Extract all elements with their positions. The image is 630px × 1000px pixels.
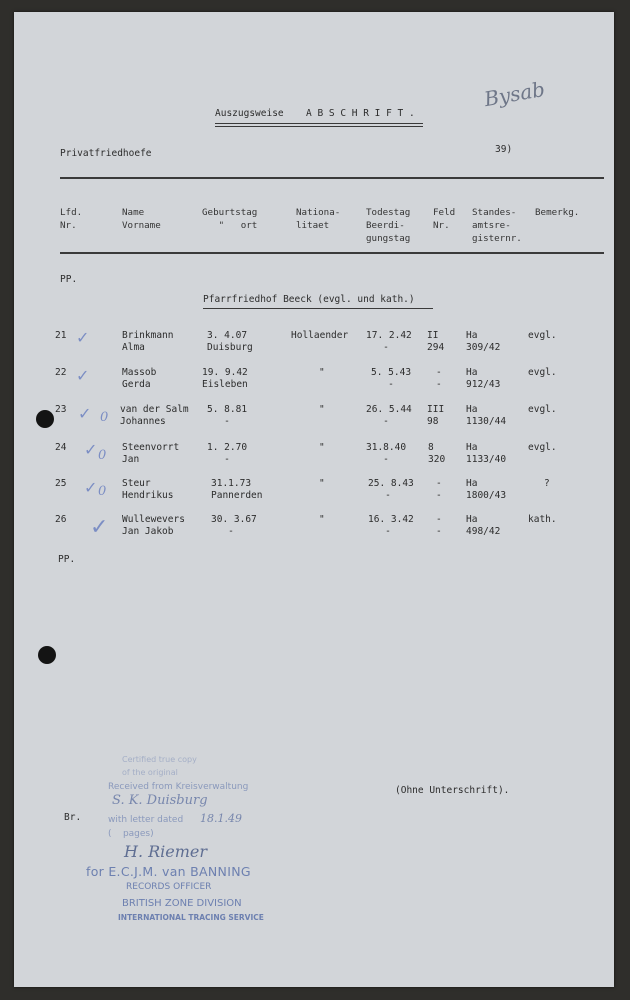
row-birth: 30. 3.67 -	[211, 514, 257, 537]
table-header-rule	[60, 252, 604, 254]
row-birth: 19. 9.42 Eisleben	[202, 367, 248, 390]
row-remark: evgl.	[528, 404, 557, 415]
row-death: 26. 5.44 -	[366, 404, 412, 427]
column-header: Name Vorname	[122, 207, 161, 231]
signature-note: (Ohne Unterschrift).	[395, 785, 510, 796]
punch-hole	[36, 410, 54, 428]
stamp-officer: for E.C.J.M. van BANNING	[86, 864, 251, 879]
stamp-service: INTERNATIONAL TRACING SERVICE	[118, 913, 264, 922]
column-header: Lfd. Nr.	[60, 207, 83, 231]
column-header: Bemerkg.	[535, 207, 580, 218]
column-header: Nationa- litaet	[296, 207, 341, 231]
row-number: 25	[55, 478, 67, 489]
row-name: Steenvorrt Jan	[122, 442, 180, 465]
row-name: Steur Hendrikus	[122, 478, 174, 501]
signature-label: Br.	[64, 812, 82, 823]
row-nationality: Hollaender	[291, 330, 349, 341]
row-field: - -	[436, 478, 442, 501]
column-header: Geburtstag " ort	[202, 207, 258, 231]
row-nationality: "	[319, 478, 325, 489]
check-mark: ✓	[84, 478, 98, 497]
section-title: Privatfriedhoefe	[60, 148, 152, 159]
row-death: 25. 8.43 -	[368, 478, 414, 501]
check-mark: ✓	[84, 440, 98, 459]
page-number: 39)	[495, 144, 513, 155]
title-main: A B S C H R I F T .	[306, 108, 415, 119]
document-page	[14, 12, 614, 987]
zero-mark: 0	[98, 484, 107, 499]
stamp-line: Certified true copy	[122, 755, 197, 764]
cemetery-title: Pfarrfriedhof Beeck (evgl. und kath.)	[203, 294, 415, 305]
row-nationality: "	[319, 514, 325, 525]
row-death: 31.8.40 -	[366, 442, 407, 465]
row-remark: evgl.	[528, 442, 557, 453]
row-birth: 3. 4.07 Duisburg	[207, 330, 253, 353]
stamp-handwritten-city: S. K. Duisburg	[112, 793, 208, 808]
row-remark: evgl.	[528, 330, 557, 341]
stamp-handwritten-signature: H. Riemer	[124, 842, 208, 861]
pp-marker: PP.	[58, 554, 76, 565]
column-header: Todestag Beerdi- gungstag	[366, 207, 411, 244]
row-field: II 294	[427, 330, 445, 353]
row-death: 5. 5.43 -	[371, 367, 412, 390]
row-registry: Ha 1133/40	[466, 442, 507, 465]
check-mark: ✓	[78, 404, 92, 423]
row-number: 24	[55, 442, 67, 453]
check-mark: ✓	[76, 328, 90, 347]
stamp-division: BRITISH ZONE DIVISION	[122, 898, 242, 909]
row-birth: 31.1.73 Pannerden	[211, 478, 263, 501]
row-field: 8 320	[428, 442, 446, 465]
cemetery-underline	[203, 308, 433, 309]
row-nationality: "	[319, 442, 325, 453]
row-death: 17. 2.42 -	[366, 330, 412, 353]
row-nationality: "	[319, 404, 325, 415]
row-registry: Ha 498/42	[466, 514, 501, 537]
row-field: III 98	[427, 404, 445, 427]
title-underline	[215, 126, 423, 127]
check-mark: ✓	[76, 366, 90, 385]
stamp-handwritten-date: 18.1.49	[200, 812, 242, 825]
row-registry: Ha 1130/44	[466, 404, 507, 427]
stamp-line: Received from Kreisverwaltung	[108, 782, 249, 792]
row-nationality: "	[319, 367, 325, 378]
table-top-rule	[60, 177, 604, 179]
zero-mark: 0	[100, 410, 109, 425]
row-field: - -	[436, 514, 442, 537]
punch-hole	[38, 646, 56, 664]
zero-mark: 0	[98, 448, 107, 463]
row-number: 26	[55, 514, 67, 525]
row-name: Wullewevers Jan Jakob	[122, 514, 185, 537]
row-birth: 1. 2.70 -	[207, 442, 248, 465]
row-registry: Ha 912/43	[466, 367, 501, 390]
check-mark: ✓	[90, 515, 109, 540]
row-number: 21	[55, 330, 67, 341]
title-underline	[215, 123, 423, 124]
row-name: Massob Gerda	[122, 367, 157, 390]
row-registry: Ha 309/42	[466, 330, 501, 353]
row-number: 23	[55, 404, 67, 415]
row-name: van der Salm Johannes	[120, 404, 189, 427]
row-death: 16. 3.42 -	[368, 514, 414, 537]
row-remark: kath.	[528, 514, 557, 525]
pp-marker: PP.	[60, 274, 78, 285]
title-prefix: Auszugsweise	[215, 108, 284, 119]
stamp-line: with letter dated	[108, 815, 184, 825]
row-registry: Ha 1800/43	[466, 478, 507, 501]
stamp-title: RECORDS OFFICER	[126, 882, 212, 892]
row-field: - -	[436, 367, 442, 390]
column-header: Standes- amtsre- gisternr.	[472, 207, 522, 244]
column-header: Feld Nr.	[433, 207, 456, 231]
row-name: Brinkmann Alma	[122, 330, 174, 353]
row-number: 22	[55, 367, 67, 378]
stamp-line: ( pages)	[108, 829, 154, 839]
handwritten-note: Bysab	[482, 76, 547, 112]
row-birth: 5. 8.81 -	[207, 404, 248, 427]
stamp-line: of the original	[122, 768, 178, 777]
row-remark: evgl.	[528, 367, 557, 378]
row-remark: ?	[544, 478, 550, 489]
